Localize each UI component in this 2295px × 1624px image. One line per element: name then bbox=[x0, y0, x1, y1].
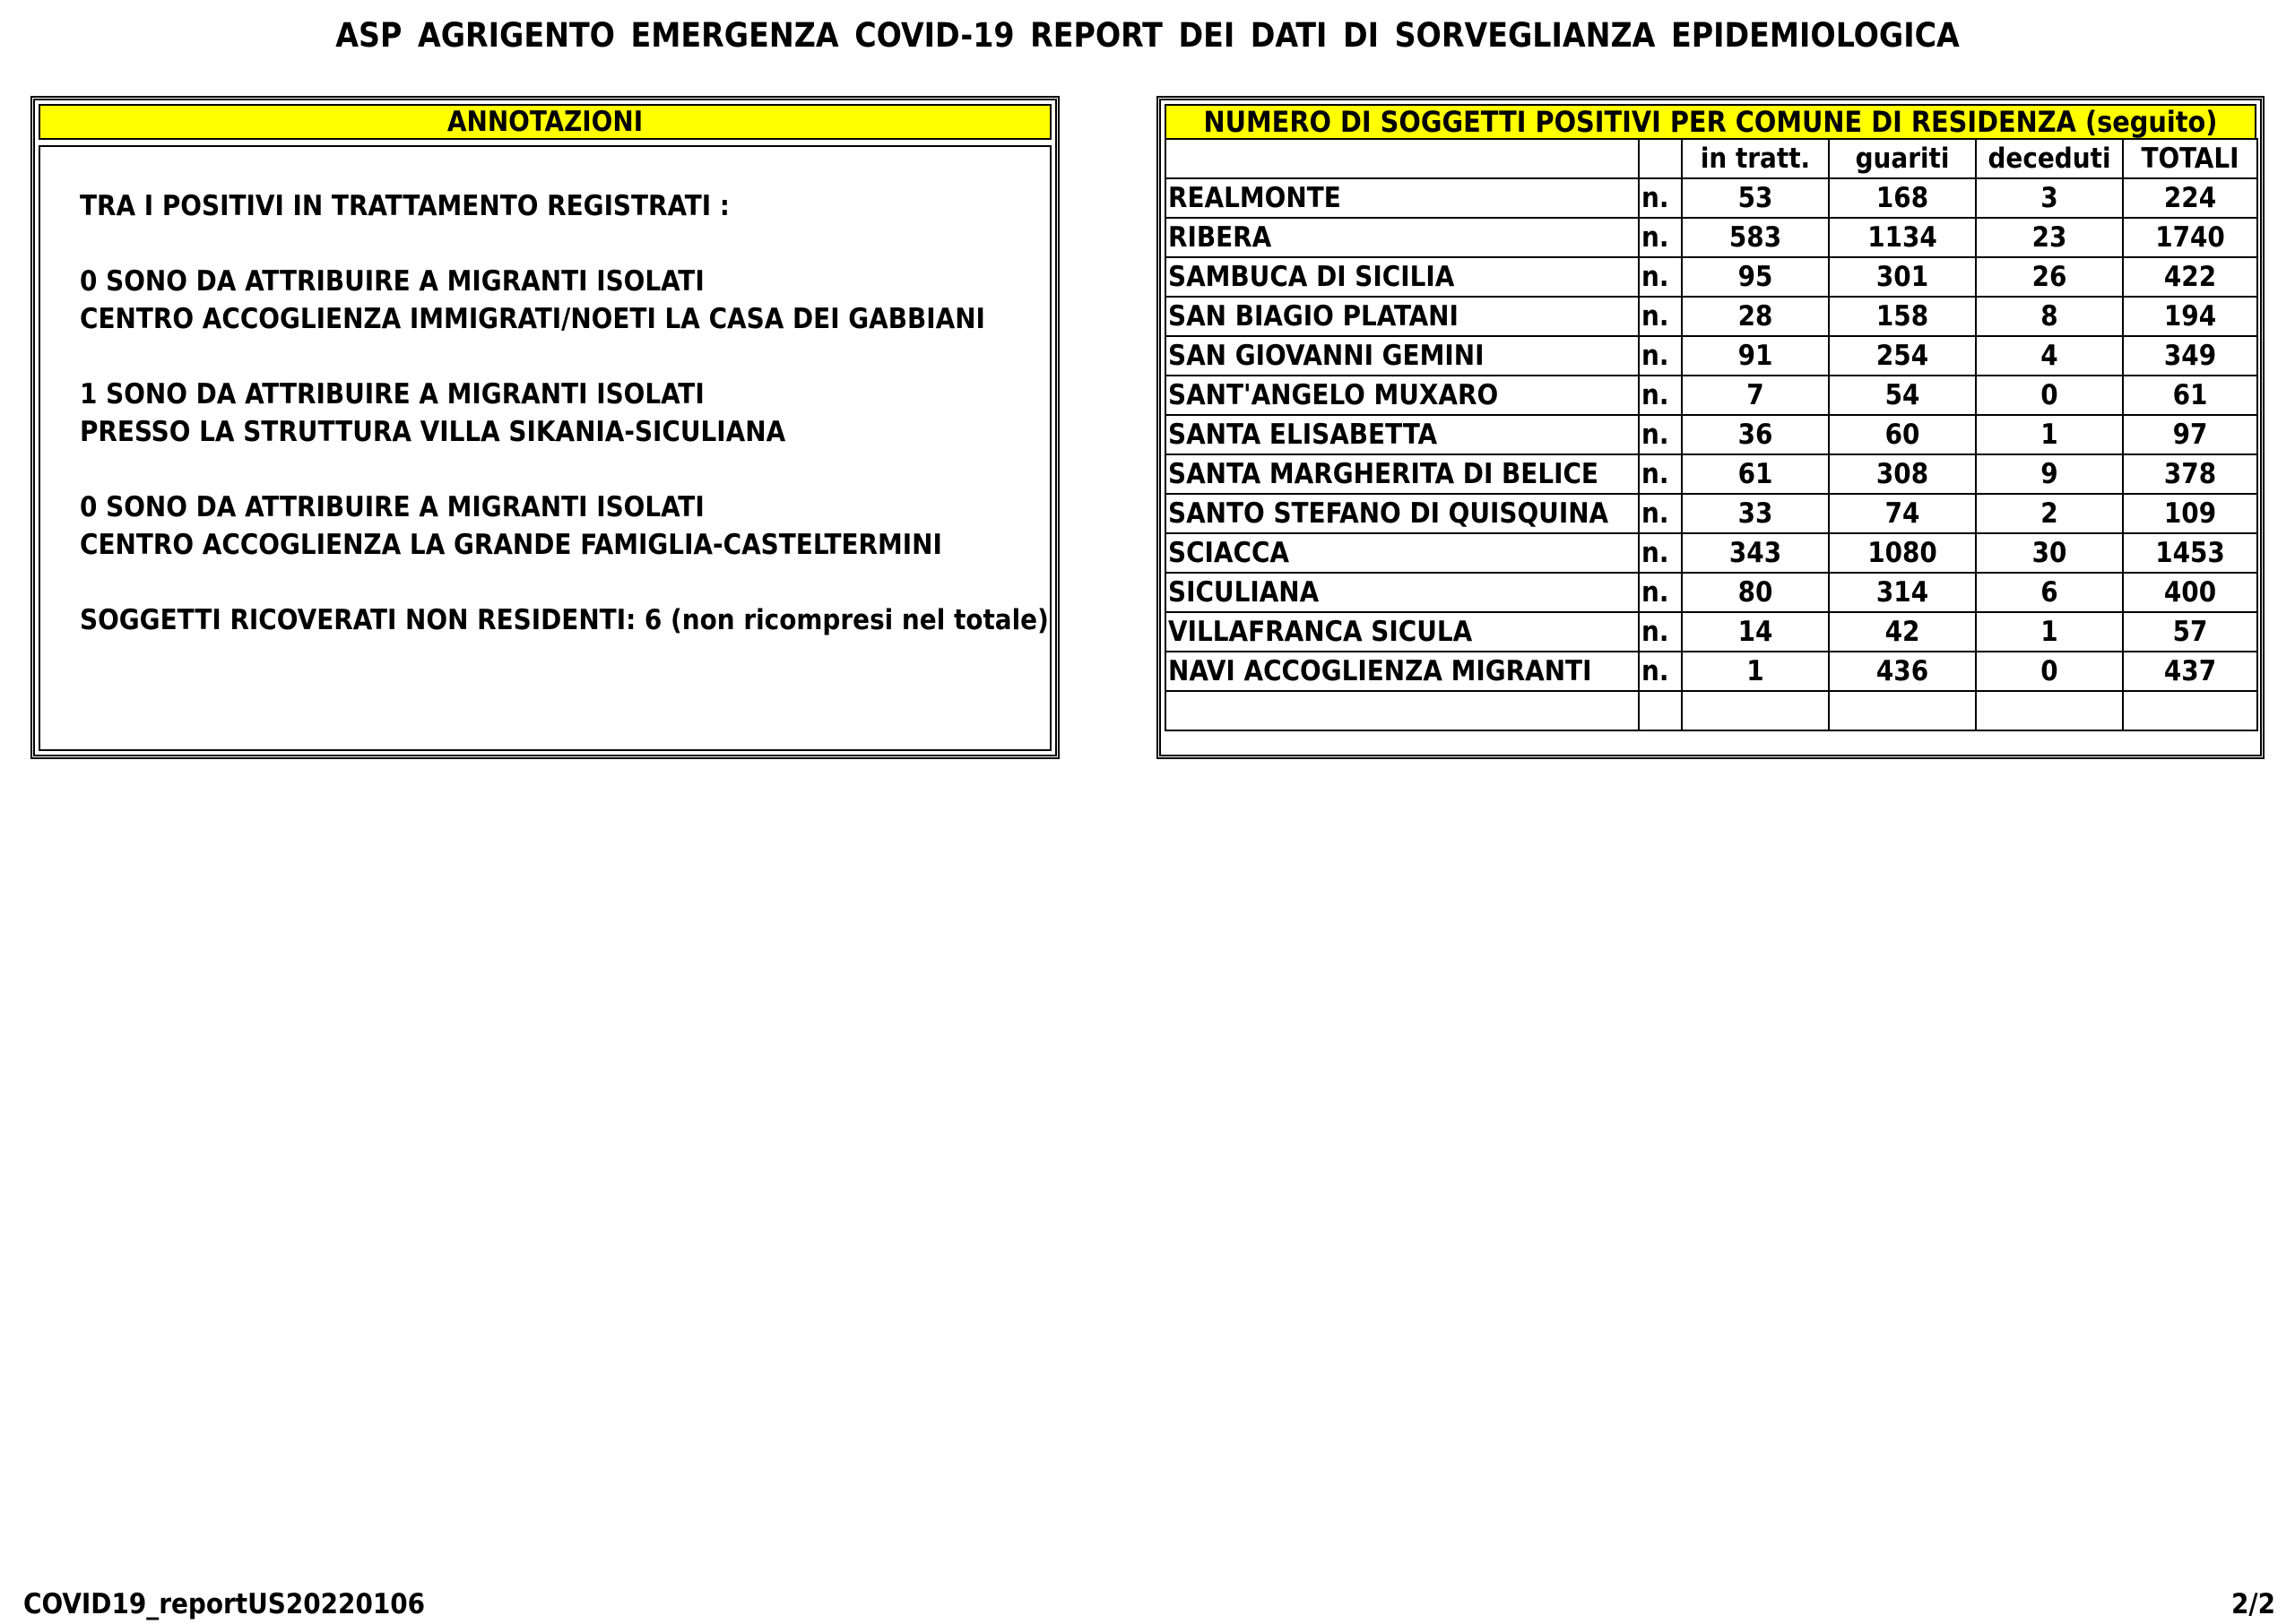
deceduti-cell: 1 bbox=[1976, 612, 2123, 652]
guariti-cell: 168 bbox=[1829, 178, 1976, 218]
deceduti-cell: 23 bbox=[1976, 218, 2123, 257]
positives-table bbox=[1165, 138, 2258, 731]
note-line: SOGGETTI RICOVERATI NON RESIDENTI: 6 (non ricompresi nel totale) bbox=[80, 604, 1049, 636]
table-row bbox=[1165, 494, 2257, 533]
table-empty-row bbox=[1165, 691, 2257, 730]
totali-cell: 1453 bbox=[2123, 533, 2257, 573]
table-row bbox=[1165, 257, 2257, 297]
table-row bbox=[1165, 533, 2257, 573]
empty-cell bbox=[1976, 691, 2123, 730]
column-header-guariti: guariti bbox=[1829, 139, 1976, 178]
totali-cell: 422 bbox=[2123, 257, 2257, 297]
totali-cell: 97 bbox=[2123, 415, 2257, 454]
in-tratt-cell: 80 bbox=[1682, 573, 1829, 612]
totali-cell: 1740 bbox=[2123, 218, 2257, 257]
note-line: PRESSO LA STRUTTURA VILLA SIKANIA-SICULIANA bbox=[80, 416, 786, 448]
municipality-cell: NAVI ACCOGLIENZA MIGRANTI bbox=[1165, 652, 1639, 691]
note-line: 0 SONO DA ATTRIBUIRE A MIGRANTI ISOLATI bbox=[80, 491, 705, 523]
header-cell-empty bbox=[1639, 139, 1682, 178]
in-tratt-cell: 28 bbox=[1682, 297, 1829, 336]
municipality-cell: VILLAFRANCA SICULA bbox=[1165, 612, 1639, 652]
table-row bbox=[1165, 297, 2257, 336]
in-tratt-cell: 583 bbox=[1682, 218, 1829, 257]
column-header-totali: TOTALI bbox=[2123, 139, 2257, 178]
in-tratt-cell: 36 bbox=[1682, 415, 1829, 454]
in-tratt-cell: 53 bbox=[1682, 178, 1829, 218]
unit-cell: n. bbox=[1639, 415, 1682, 454]
municipality-cell: SAN BIAGIO PLATANI bbox=[1165, 297, 1639, 336]
municipality-cell: SANTO STEFANO DI QUISQUINA bbox=[1165, 494, 1639, 533]
table-row bbox=[1165, 178, 2257, 218]
unit-cell: n. bbox=[1639, 533, 1682, 573]
unit-cell: n. bbox=[1639, 652, 1682, 691]
municipality-cell: SCIACCA bbox=[1165, 533, 1639, 573]
unit-cell: n. bbox=[1639, 494, 1682, 533]
unit-cell: n. bbox=[1639, 573, 1682, 612]
empty-cell bbox=[1829, 691, 1976, 730]
note-line: 1 SONO DA ATTRIBUIRE A MIGRANTI ISOLATI bbox=[80, 378, 705, 410]
unit-cell: n. bbox=[1639, 376, 1682, 415]
empty-cell bbox=[1165, 691, 1639, 730]
unit-cell: n. bbox=[1639, 612, 1682, 652]
guariti-cell: 54 bbox=[1829, 376, 1976, 415]
guariti-cell: 158 bbox=[1829, 297, 1976, 336]
note-line: 0 SONO DA ATTRIBUIRE A MIGRANTI ISOLATI bbox=[80, 265, 705, 298]
note-line: TRA I POSITIVI IN TRATTAMENTO REGISTRATI : bbox=[80, 190, 730, 222]
guariti-cell: 254 bbox=[1829, 336, 1976, 376]
table-row bbox=[1165, 376, 2257, 415]
totali-cell: 378 bbox=[2123, 454, 2257, 494]
unit-cell: n. bbox=[1639, 178, 1682, 218]
deceduti-cell: 1 bbox=[1976, 415, 2123, 454]
unit-cell: n. bbox=[1639, 336, 1682, 376]
table-title: NUMERO DI SOGGETTI POSITIVI PER COMUNE DI RESIDENZA (seguito) bbox=[1165, 104, 2256, 140]
deceduti-cell: 0 bbox=[1976, 376, 2123, 415]
unit-cell: n. bbox=[1639, 257, 1682, 297]
table-row bbox=[1165, 415, 2257, 454]
in-tratt-cell: 343 bbox=[1682, 533, 1829, 573]
in-tratt-cell: 7 bbox=[1682, 376, 1829, 415]
guariti-cell: 436 bbox=[1829, 652, 1976, 691]
header-cell-empty bbox=[1165, 139, 1639, 178]
municipality-cell: REALMONTE bbox=[1165, 178, 1639, 218]
empty-cell bbox=[1639, 691, 1682, 730]
guariti-cell: 1080 bbox=[1829, 533, 1976, 573]
page-title: ASP AGRIGENTO EMERGENZA COVID-19 REPORT DEI DATI DI SORVEGLIANZA EPIDEMIOLOGICA bbox=[335, 16, 1960, 55]
deceduti-cell: 8 bbox=[1976, 297, 2123, 336]
guariti-cell: 308 bbox=[1829, 454, 1976, 494]
totali-cell: 437 bbox=[2123, 652, 2257, 691]
deceduti-cell: 3 bbox=[1976, 178, 2123, 218]
guariti-cell: 74 bbox=[1829, 494, 1976, 533]
table-row bbox=[1165, 218, 2257, 257]
deceduti-cell: 30 bbox=[1976, 533, 2123, 573]
table-row bbox=[1165, 612, 2257, 652]
footer-page-number: 2/2 bbox=[2231, 1588, 2275, 1620]
in-tratt-cell: 14 bbox=[1682, 612, 1829, 652]
unit-cell: n. bbox=[1639, 297, 1682, 336]
table-row bbox=[1165, 336, 2257, 376]
unit-cell: n. bbox=[1639, 454, 1682, 494]
guariti-cell: 301 bbox=[1829, 257, 1976, 297]
empty-cell bbox=[2123, 691, 2257, 730]
guariti-cell: 60 bbox=[1829, 415, 1976, 454]
deceduti-cell: 2 bbox=[1976, 494, 2123, 533]
note-line: CENTRO ACCOGLIENZA IMMIGRATI/NOETI LA CASA DEI GABBIANI bbox=[80, 303, 985, 335]
notes-panel bbox=[30, 96, 1060, 759]
unit-cell: n. bbox=[1639, 218, 1682, 257]
deceduti-cell: 6 bbox=[1976, 573, 2123, 612]
deceduti-cell: 0 bbox=[1976, 652, 2123, 691]
in-tratt-cell: 61 bbox=[1682, 454, 1829, 494]
guariti-cell: 314 bbox=[1829, 573, 1976, 612]
table-row bbox=[1165, 652, 2257, 691]
column-header-in-tratt: in tratt. bbox=[1682, 139, 1829, 178]
in-tratt-cell: 95 bbox=[1682, 257, 1829, 297]
guariti-cell: 1134 bbox=[1829, 218, 1976, 257]
totali-cell: 61 bbox=[2123, 376, 2257, 415]
municipality-cell: SANTA ELISABETTA bbox=[1165, 415, 1639, 454]
municipality-cell: SAMBUCA DI SICILIA bbox=[1165, 257, 1639, 297]
guariti-cell: 42 bbox=[1829, 612, 1976, 652]
totali-cell: 109 bbox=[2123, 494, 2257, 533]
table-row bbox=[1165, 454, 2257, 494]
footer-filename: COVID19_reportUS20220106 bbox=[23, 1588, 426, 1620]
municipality-cell: SICULIANA bbox=[1165, 573, 1639, 612]
deceduti-cell: 4 bbox=[1976, 336, 2123, 376]
municipality-cell: RIBERA bbox=[1165, 218, 1639, 257]
municipality-cell: SAN GIOVANNI GEMINI bbox=[1165, 336, 1639, 376]
in-tratt-cell: 91 bbox=[1682, 336, 1829, 376]
positives-table-panel bbox=[1156, 96, 2265, 759]
totali-cell: 349 bbox=[2123, 336, 2257, 376]
table-row bbox=[1165, 573, 2257, 612]
table-column-header-row bbox=[1165, 139, 2257, 178]
municipality-cell: SANTA MARGHERITA DI BELICE bbox=[1165, 454, 1639, 494]
in-tratt-cell: 1 bbox=[1682, 652, 1829, 691]
column-header-deceduti: deceduti bbox=[1976, 139, 2123, 178]
municipality-cell: SANT'ANGELO MUXARO bbox=[1165, 376, 1639, 415]
deceduti-cell: 26 bbox=[1976, 257, 2123, 297]
empty-cell bbox=[1682, 691, 1829, 730]
totali-cell: 194 bbox=[2123, 297, 2257, 336]
notes-header: ANNOTAZIONI bbox=[39, 104, 1052, 140]
totali-cell: 224 bbox=[2123, 178, 2257, 218]
totali-cell: 400 bbox=[2123, 573, 2257, 612]
totali-cell: 57 bbox=[2123, 612, 2257, 652]
notes-body bbox=[39, 145, 1052, 751]
in-tratt-cell: 33 bbox=[1682, 494, 1829, 533]
note-line: CENTRO ACCOGLIENZA LA GRANDE FAMIGLIA-CASTELTERMINI bbox=[80, 529, 942, 561]
deceduti-cell: 9 bbox=[1976, 454, 2123, 494]
